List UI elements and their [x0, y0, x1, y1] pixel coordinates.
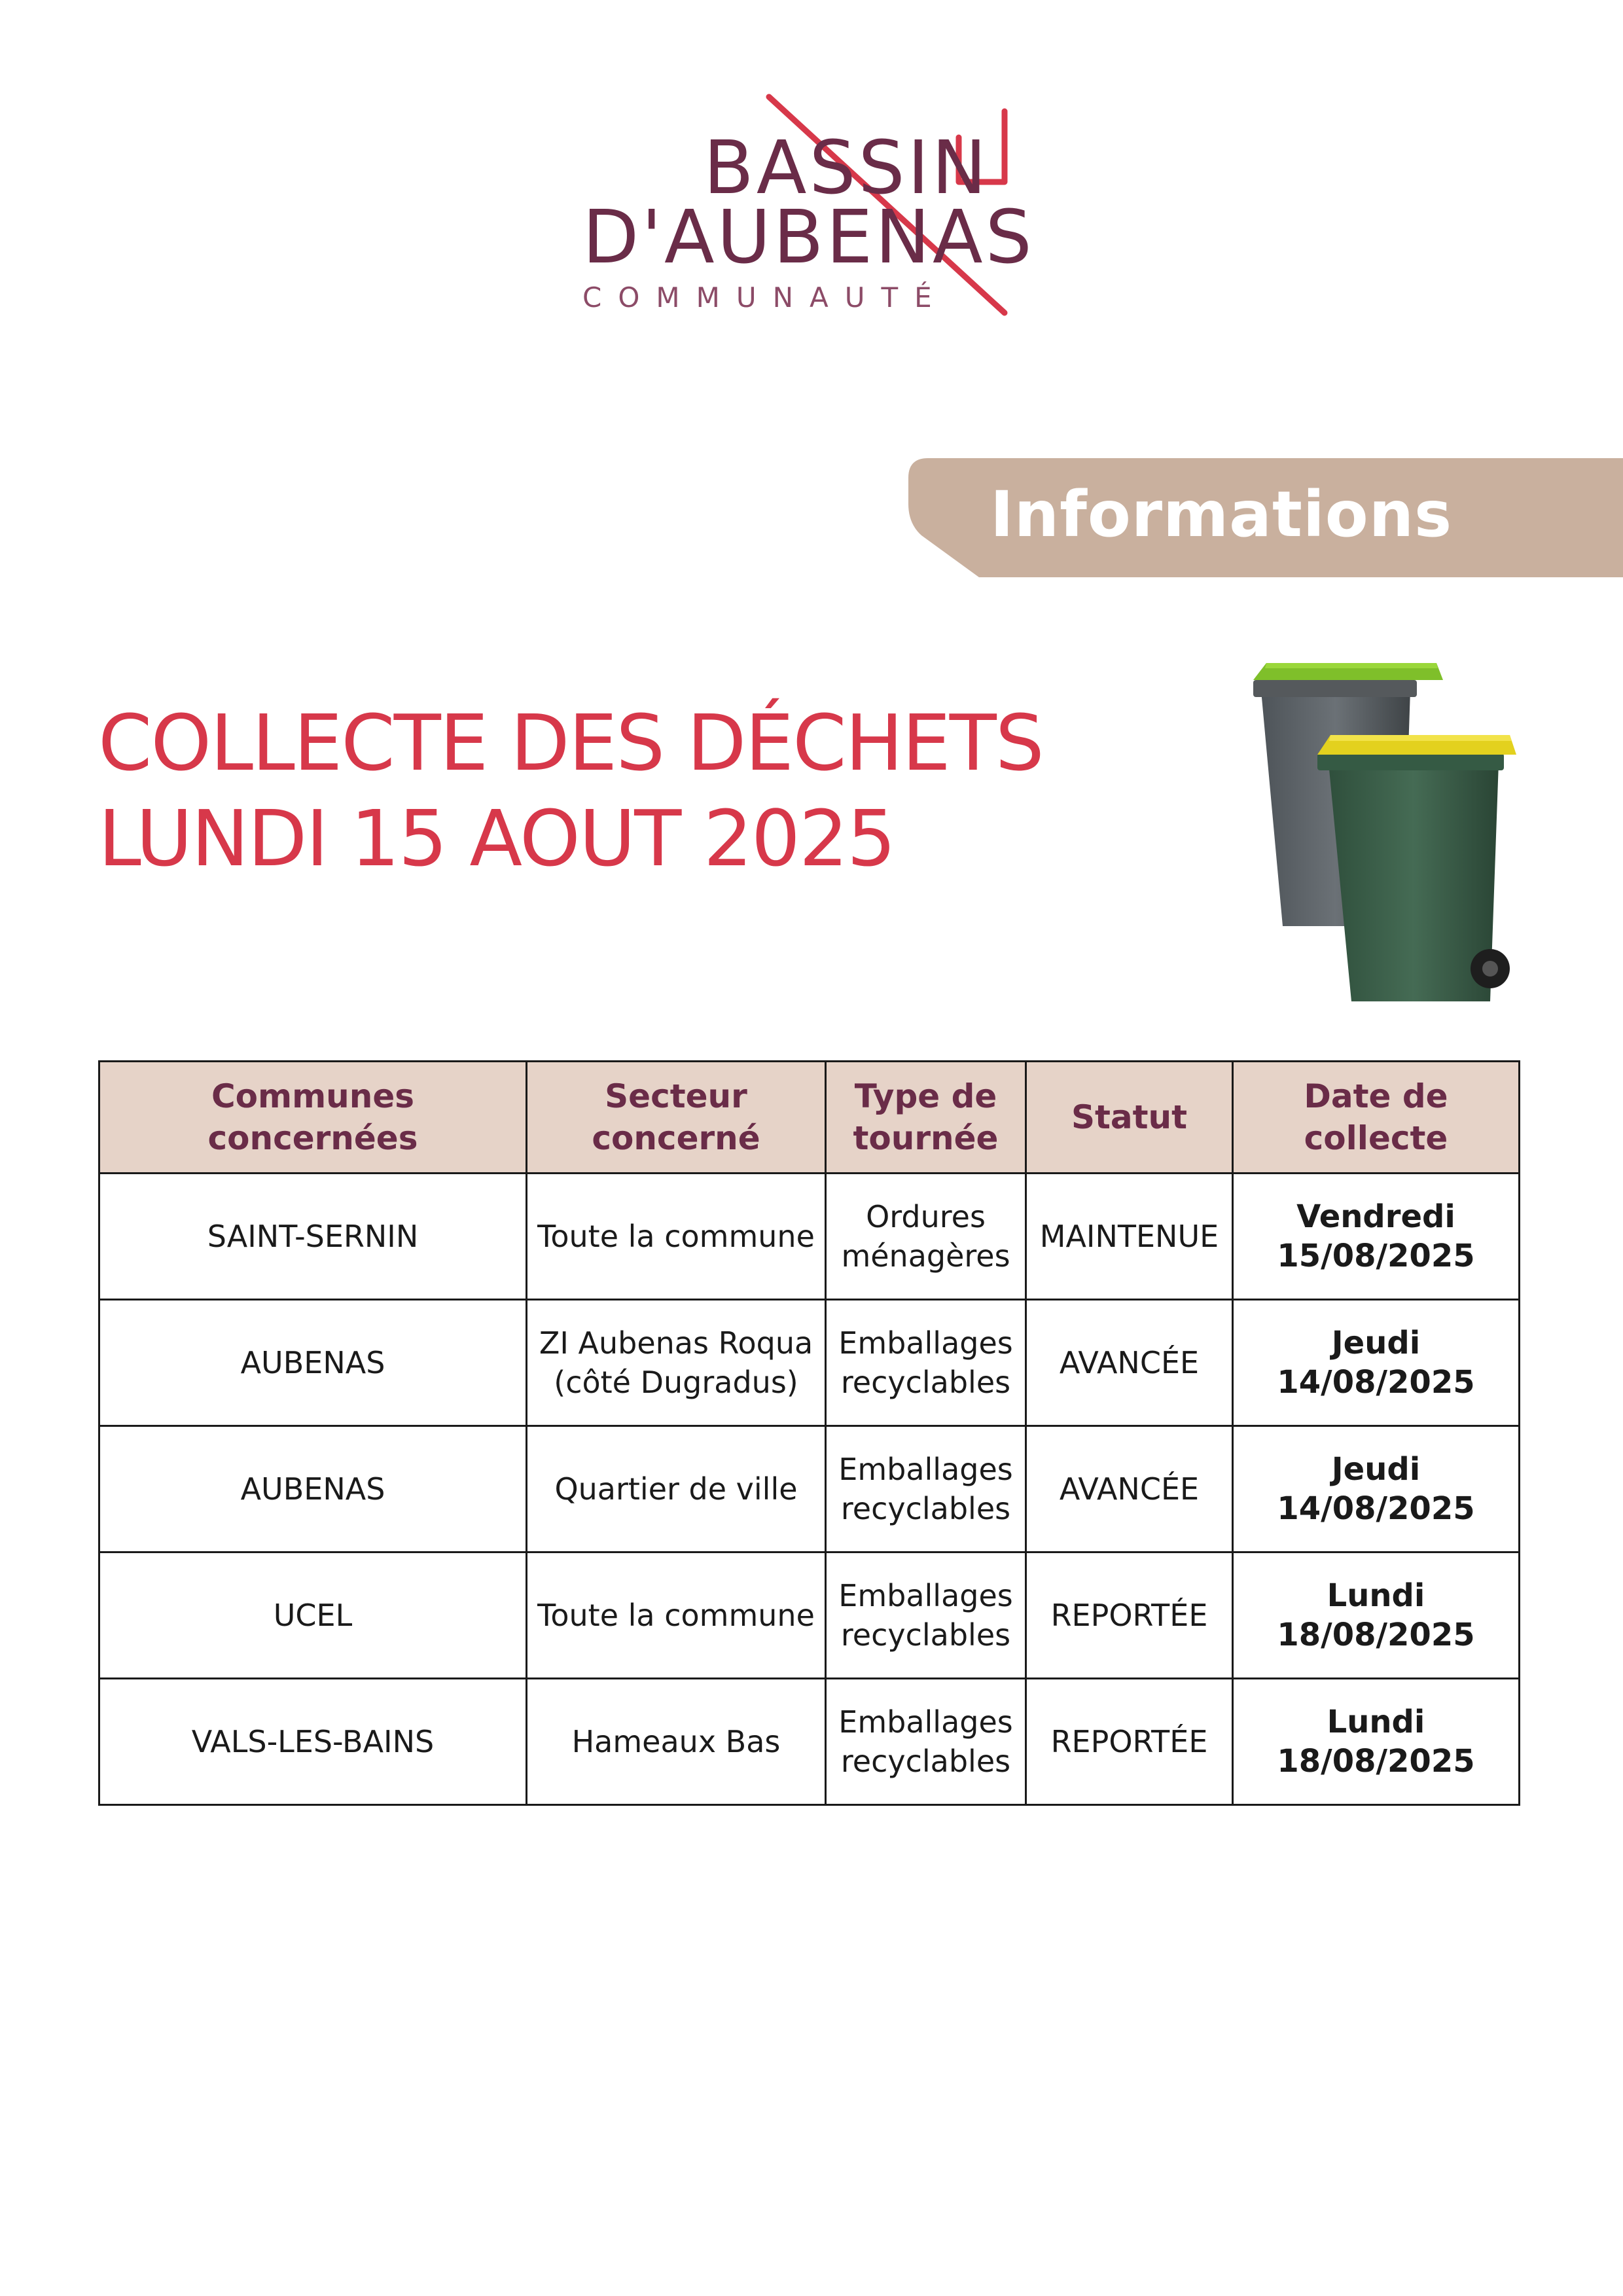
header-secteur: [527, 1062, 826, 1174]
cell-commune: AUBENAS: [99, 1426, 527, 1552]
cell-date: [1233, 1426, 1520, 1552]
cell-line: Toute la commune: [537, 1219, 815, 1254]
title-line-2: LUNDI 15 AOUT 2025: [98, 793, 895, 884]
cell-date-value: 18/08/2025: [1277, 1617, 1475, 1653]
cell-day: Lundi: [1327, 1704, 1425, 1740]
cell-line: recyclables: [840, 1365, 1011, 1400]
logo-line-3: COMMUNAUTÉ: [582, 281, 948, 314]
cell-statut: REPORTÉE: [1026, 1679, 1233, 1805]
table-row: [99, 1174, 1520, 1300]
title-line-1: COLLECTE DES DÉCHETS: [98, 698, 1043, 788]
cell-line: Emballages: [838, 1578, 1013, 1613]
header-line: Secteur: [605, 1077, 747, 1115]
cell-type: [826, 1426, 1026, 1552]
cell-line: Emballages: [838, 1452, 1013, 1487]
cell-line: recyclables: [840, 1744, 1011, 1779]
cell-line: Emballages: [838, 1325, 1013, 1361]
cell-line: Ordures: [866, 1199, 986, 1234]
cell-secteur: [527, 1174, 826, 1300]
cell-type: [826, 1174, 1026, 1300]
cell-day: Lundi: [1327, 1577, 1425, 1614]
logo-line-2: D'AUBENAS: [582, 195, 1035, 280]
header-line: Date de: [1304, 1077, 1448, 1115]
cell-day: Vendredi: [1296, 1198, 1455, 1235]
header-line: Type de: [854, 1077, 997, 1115]
header-date: [1233, 1062, 1520, 1174]
cell-line: recyclables: [840, 1617, 1011, 1653]
header-line: Communes concernées: [207, 1077, 418, 1157]
header-line: Statut: [1071, 1098, 1188, 1136]
cell-commune: SAINT-SERNIN: [99, 1174, 527, 1300]
cell-date: [1233, 1174, 1520, 1300]
header-line: tournée: [853, 1119, 999, 1157]
header-line: concerné: [592, 1119, 760, 1157]
cell-line: (côté Dugradus): [554, 1365, 798, 1400]
cell-line: ZI Aubenas Roqua: [539, 1325, 813, 1361]
logo-line-1: BASSIN: [704, 126, 990, 211]
cell-date: [1233, 1300, 1520, 1426]
banner-label: Informations: [990, 478, 1453, 551]
cell-commune: UCEL: [99, 1552, 527, 1679]
cell-secteur: [527, 1426, 826, 1552]
header-type: [826, 1062, 1026, 1174]
cell-line: ménagères: [841, 1238, 1010, 1274]
page-title: [98, 695, 1043, 886]
collection-schedule-table: [98, 1060, 1520, 1806]
cell-commune: VALS-LES-BAINS: [99, 1679, 527, 1805]
cell-statut: MAINTENUE: [1026, 1174, 1233, 1300]
cell-secteur: [527, 1300, 826, 1426]
cell-line: Emballages: [838, 1704, 1013, 1740]
table-row: [99, 1426, 1520, 1552]
logo: [569, 92, 1054, 327]
table-row: [99, 1679, 1520, 1805]
cell-line: recyclables: [840, 1491, 1011, 1526]
cell-line: Quartier de ville: [554, 1471, 798, 1507]
cell-date-value: 14/08/2025: [1277, 1490, 1475, 1527]
cell-type: [826, 1300, 1026, 1426]
header-communes: [99, 1062, 527, 1174]
cell-line: Toute la commune: [537, 1598, 815, 1633]
header-line: collecte: [1304, 1119, 1448, 1157]
cell-day: Jeudi: [1331, 1325, 1421, 1361]
informations-banner: [908, 458, 1623, 577]
cell-type: [826, 1552, 1026, 1679]
cell-date-value: 14/08/2025: [1277, 1364, 1475, 1401]
cell-date-value: 15/08/2025: [1277, 1238, 1475, 1274]
cell-date-value: 18/08/2025: [1277, 1743, 1475, 1780]
table-row: [99, 1552, 1520, 1679]
cell-type: [826, 1679, 1026, 1805]
cell-statut: AVANCÉE: [1026, 1426, 1233, 1552]
cell-date: [1233, 1679, 1520, 1805]
table-header-row: [99, 1062, 1520, 1174]
waste-bins-icon: [1247, 651, 1535, 1018]
cell-date: [1233, 1552, 1520, 1679]
cell-commune: AUBENAS: [99, 1300, 527, 1426]
table-row: [99, 1300, 1520, 1426]
header-statut: [1026, 1062, 1233, 1174]
cell-day: Jeudi: [1331, 1451, 1421, 1488]
cell-statut: AVANCÉE: [1026, 1300, 1233, 1426]
cell-statut: REPORTÉE: [1026, 1552, 1233, 1679]
cell-secteur: [527, 1552, 826, 1679]
cell-line: Hameaux Bas: [571, 1724, 781, 1759]
cell-secteur: [527, 1679, 826, 1805]
